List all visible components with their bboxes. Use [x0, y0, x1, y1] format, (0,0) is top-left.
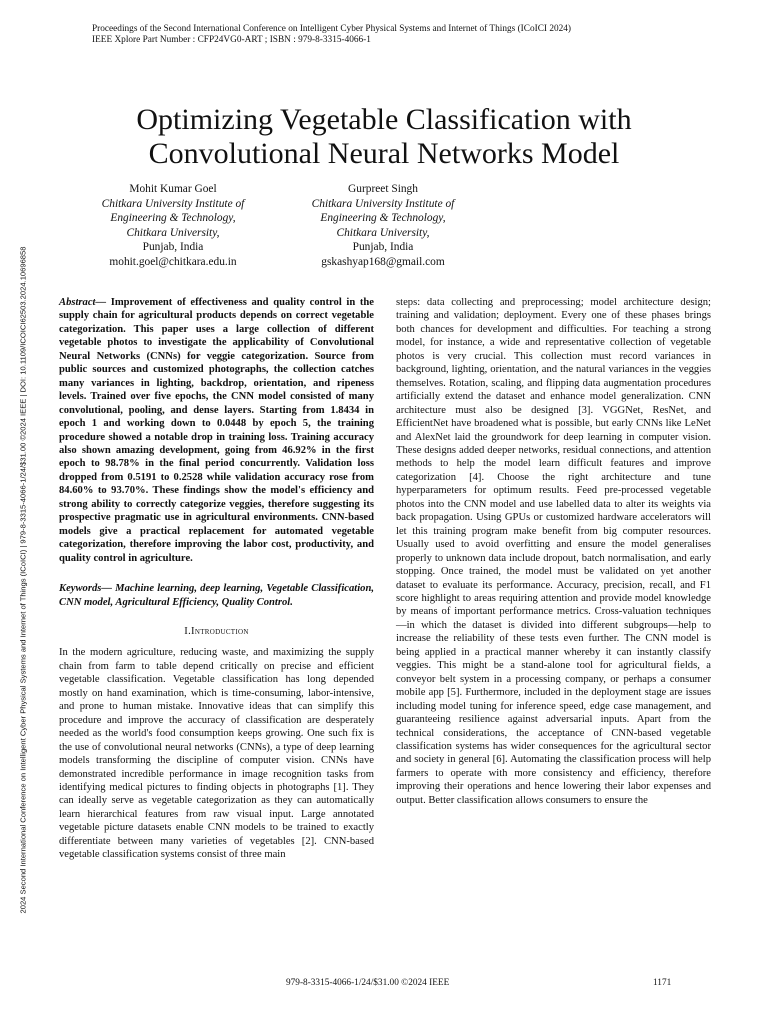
author-email: gskashyap168@gmail.com: [321, 255, 445, 268]
right-column: [396, 296, 711, 807]
author-name: Mohit Kumar Goel: [129, 183, 217, 195]
author-name: Gurpreet Singh: [348, 183, 418, 195]
paper-title: [60, 103, 708, 171]
header-line-1: Proceedings of the Second International Conference on Intelligent Cyber Physical Systems and Internet of Things (ICoICI 2024): [92, 24, 572, 34]
header-line-2: IEEE Xplore Part Number : CFP24VG0-ART ; ISBN : 979-8-3315-4066-1: [92, 35, 371, 45]
abstract-text: Improvement of effectiveness and quality control in the supply chain for agricultural products depends on correct vegetable categorization. This paper uses a large collection of different vegetable photos to investigate the applicability of Convolutional Neural Networks (CNNs) for veggie categorization. Source from public sources and customized photographs, the collection catches many variances in lighting, backdrop, orientation, and ripeness levels. Trained over five epochs, the CNN model consisted of many convolutional, pooling, and dense layers. Starting from 1.8434 in epoch 1 and working down to 0.0448 by epoch 5, the training procedure showed a notable drop in training loss. Training accuracy also shown amazing development, going from 46.92% in the first epoch to 98.78% in the final period concurrently. Validation loss dropped from 0.5191 to 0.2528 while validation accuracy rose from 84.60% to 93.70%. These findings show the model's efficiency and strong ability to correctly categorize veggies, therefore suggesting its prospective pragmatic use in agricultural environments. CNN-based models give a practical replacement for automated vegetable categorization, therefore improving the labor cost, productivity, and quality control in agriculture.: [59, 297, 374, 564]
title-line-2: Convolutional Neural Networks Model: [148, 137, 620, 170]
author-location: Punjab, India: [352, 241, 414, 253]
title-line-1: Optimizing Vegetable Classification with: [136, 103, 632, 136]
footer-copyright: 979-8-3315-4066-1/24/$31.00 ©2024 IEEE: [286, 978, 450, 988]
left-column: [59, 296, 374, 862]
abstract: [59, 296, 374, 565]
section-number: I.: [184, 625, 192, 637]
intro-continuation: steps: data collecting and preprocessing; model architecture design; training and validation; deployment. Every one of these phases brings both chances for development and difficulties. For teaching a strong model, for instance, a wide and representative collection of vegetable photos is very crucial. This collection must record variances in background, lighting, orientation, and the natural variances in the veggies themselves. Rotation, scaling, and flipping data augmentation procedures artificially extend the dataset and enhance model generalization. CNN architecture must also be designed [3]. VGGNet, ResNet, and EfficientNet have broadened what is possible, but early CNNs like LeNet and AlexNet laid the groundwork for deep learning in computer vision. These designs added deeper networks, residual connections, and attention methods to help the model learn difficult features and improve categorization [4]. Choose the right architecture and tune hyperparameters for optimum results. Feed pre-processed vegetable photos into the CNN model and use labelled data to alter its weights via back propagation. Using GPUs or customized hardware accelerators will let this training program make benefit from big computer resources. Usually used to avoid overfitting and ensure the model generalises properly to unknown data include dropout, batch normalisation, and early stopping. Once trained, the model must be validated on yet another dataset to evaluate its performance. Accuracy, precision, recall, and F1 score highlight to areas requiring attention and provide model knowledge by means of important performance metrics. Cross-valuation techniques—in which the dataset is divided into different subgroups—help to increase the reliability of these tests even further. The CNN model is being applied in a practical manner whereby it can instantly classify veggies. This might be a stand-alone tool for agricultural fields, a conveyor belt system in a processing company, or perhaps a consumer mobile app [5]. Furthermore, included in the deployment stage are issues including model tuning for inference speed, edge case management, and guaranteeing resilience against adversarial inputs. Apart from the technical considerations, the acceptance of CNN-based vegetable classification systems has wider consequences for the agricultural sector and society in general [6]. Automating the classification process will help farmers to operate with more consistency and efficiency, therefore improving their operations and hence lowering their labor expenses and output. Better classification allows consumers to ensure the: [396, 297, 711, 806]
author-affiliation: Chitkara University Institute of: [101, 197, 245, 210]
keywords-label: Keywords—: [59, 583, 112, 595]
author-affiliation: Chitkara University,: [336, 226, 430, 239]
author-location: Punjab, India: [142, 241, 204, 253]
abstract-label: Abstract—: [59, 297, 107, 308]
keywords: [59, 582, 374, 609]
side-doi-text: 2024 Second International Conference on Intelligent Cyber Physical Systems and Internet of Things (ICoICI) | 979-8-3315-4066-1/24/$31.00 ©2024 IEEE | DOI: 10.1109/ICOICI62503.2024.10696858: [18, 246, 28, 914]
author-block-1: [78, 182, 268, 269]
intro-paragraph: In the modern agriculture, reducing waste, and maximizing the supply chain from farm to table depend critically on precise and efficient vegetable classification. Vegetable classification has long depended mostly on hand examination, which is time-consuming, labor-intensive, and prone to human mistake. Innovative ideas that can simplify this procedure and improve the accuracy of classification are desperately needed as the world's food consumption keeps growing. One such fix is the use of convolutional neural networks (CNNs), a type of deep learning models transforming the discipline of computer vision. CNNs have demonstrated incredible performance in image recognition tasks from identifying medical pictures to finding objects in photographs [1]. They can ideally serve as vegetable categorization as they can automatically learn hierarchical features from raw visual input. Large annotated vegetable picture datasets enable CNN models to be trained to exactly differentiate between many varieties of vegetables [2]. CNN-based vegetable classification systems consist of three main: [59, 647, 374, 861]
author-block-2: [288, 182, 478, 269]
page-number: 1171: [653, 978, 672, 988]
author-affiliation: Chitkara University,: [126, 226, 220, 239]
author-affiliation: Chitkara University Institute of: [311, 197, 455, 210]
side-doi-strip: [18, 180, 28, 980]
running-header: [92, 24, 571, 46]
section-heading: [59, 625, 374, 638]
keywords-text: Machine learning, deep learning, Vegetable Classification, CNN model, Agricultural Efficiency, Quality Control.: [59, 583, 374, 608]
author-affiliation: Engineering & Technology,: [110, 212, 236, 224]
section-title: Introduction: [191, 625, 249, 637]
author-email: mohit.goel@chitkara.edu.in: [109, 255, 237, 268]
author-affiliation: Engineering & Technology,: [320, 212, 446, 224]
